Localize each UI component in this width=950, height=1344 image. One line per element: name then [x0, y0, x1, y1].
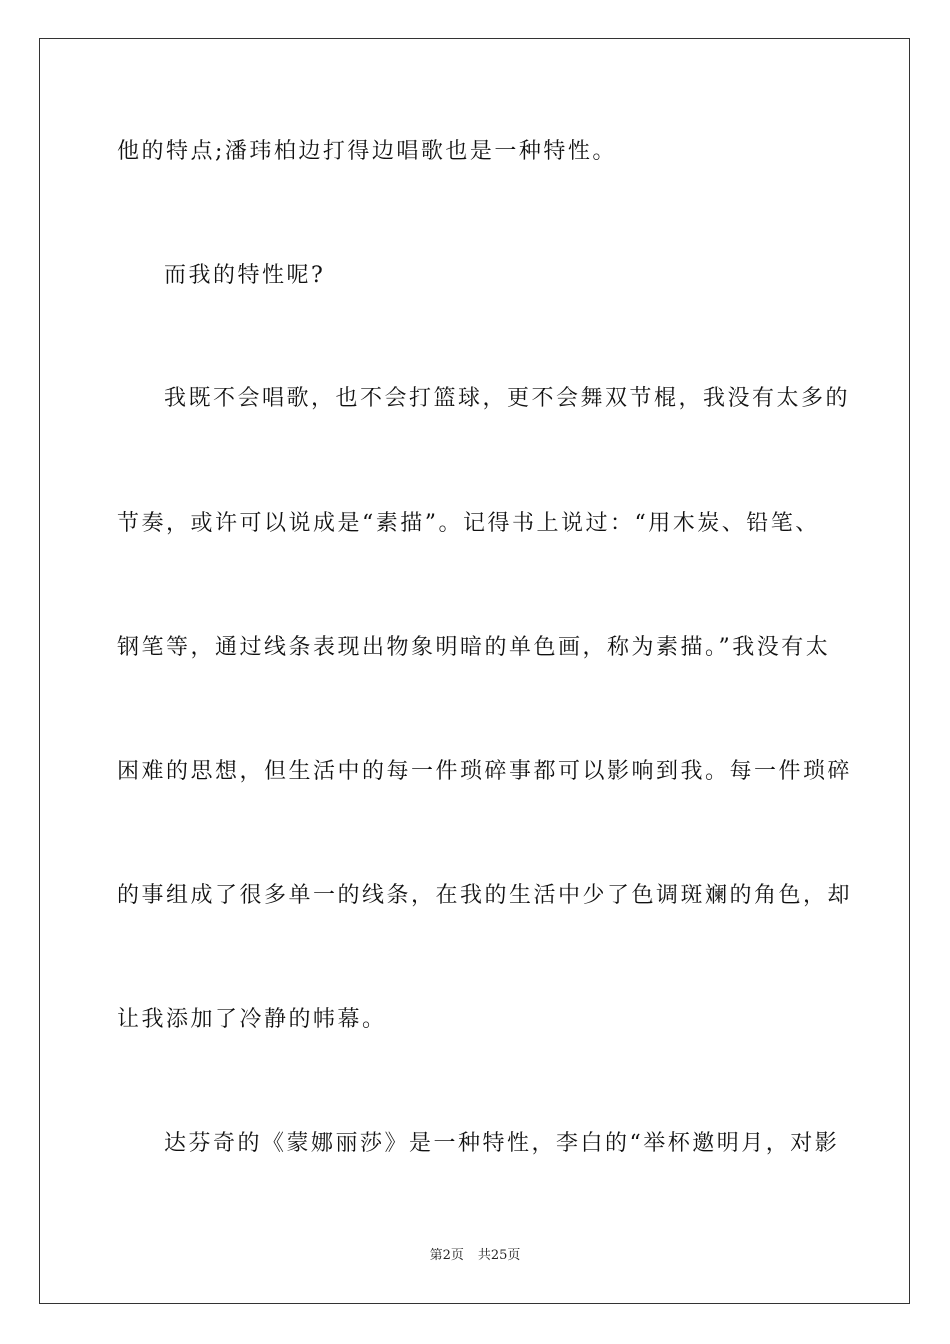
page-number: 第2页 [429, 1248, 464, 1263]
page-footer [0, 1247, 950, 1265]
page-border [39, 38, 910, 1304]
text-line: 达芬奇的《蒙娜丽莎》是一种特性，李白的“举杯邀明月，对影 [164, 1131, 840, 1156]
text-line: 困难的思想，但生活中的每一件琐碎事都可以影响到我。每一件琐碎 [117, 759, 853, 784]
text-line: 钢笔等，通过线条表现出物象明暗的单色画，称为素描。”我没有太 [117, 635, 831, 660]
text-line: 他的特点;潘玮柏边打得边唱歌也是一种特性。 [117, 139, 617, 164]
text-line: 节奏，或许可以说成是“素描”。记得书上说过：“用木炭、铅笔、 [117, 511, 820, 536]
page-total: 共25页 [477, 1248, 521, 1263]
text-line: 而我的特性呢? [164, 263, 326, 288]
text-line: 我既不会唱歌，也不会打篮球，更不会舞双节棍，我没有太多的 [164, 386, 851, 411]
text-line: 让我添加了冷静的帏幕。 [117, 1007, 387, 1032]
text-line: 的事组成了很多单一的线条，在我的生活中少了色调斑斓的角色，却 [117, 883, 853, 908]
